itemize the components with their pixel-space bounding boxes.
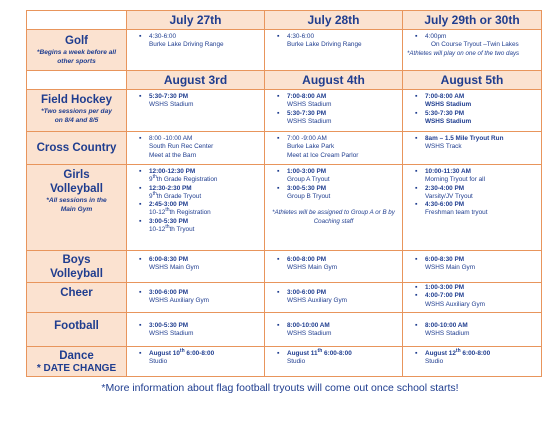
- header-date-5: August 4th: [265, 71, 403, 90]
- boys-volleyball-day-3: [403, 251, 542, 283]
- row-cheer: [27, 283, 542, 313]
- list-item: ▪ 4:00pm On Course Tryout –Twin Lakes: [425, 33, 541, 50]
- sport-note: *Begins a week before all other sports: [36, 49, 117, 65]
- sport-name: Field Hockey: [41, 94, 112, 106]
- list-item: ▪ August 12th 6:00-8:00 Studio: [425, 350, 541, 367]
- cross-country-day-1: [127, 132, 265, 165]
- boys-volleyball-day-2: [265, 251, 403, 283]
- dance-day-1: [127, 347, 265, 377]
- list-item: ▪ 3:00-6:00 PM WSHS Auxiliary Gym: [287, 289, 402, 306]
- field-hockey-day-1: [127, 90, 265, 132]
- sport-name: Boys: [62, 254, 91, 266]
- list-item: ▪ 8:00 -10:00 AM South Run Rec Center Meet at the Barn: [149, 135, 264, 160]
- list-item: ▪ 10:00-11:30 AM Morning Tryout for all: [425, 168, 541, 185]
- sport-name: Football: [54, 320, 99, 332]
- list-item: ▪ 7:00 -9:00 AM Burke Lake Park Meet at Ice Cream Parlor: [287, 135, 402, 160]
- cheer-day-3: [403, 283, 542, 313]
- header-date-3: July 29th or 30th: [403, 11, 542, 30]
- list-item: ▪ 8:00-10:00 AM WSHS Stadium: [425, 322, 541, 339]
- sport-name: Cheer: [60, 287, 93, 299]
- list-item: ▪ 3:00-5:30 PM 10-12thth Tryout: [149, 218, 264, 235]
- cross-country-day-2: [265, 132, 403, 165]
- list-item: ▪ 2:30-4:00 PM Varsity/JV Tryout: [425, 185, 541, 202]
- football-day-3: [403, 313, 542, 347]
- girls-volleyball-day-1: [127, 165, 265, 251]
- golf-note: *Athletes will play on one of the two days: [407, 49, 520, 57]
- list-item: ▪ 6:00-8:30 PM WSHS Main Gym: [425, 256, 541, 273]
- girls-volleyball-day-2: [265, 165, 403, 251]
- list-item: ▪ August 11th 6:00-8:00 Studio: [287, 350, 402, 367]
- row-boys-volleyball: [27, 251, 542, 283]
- header-corner: [27, 11, 127, 30]
- list-item: ▪ 6:00-8:00 PM WSHS Main Gym: [287, 256, 402, 273]
- list-item: ▪ 12:00-12:30 PM 9thth Grade Registration: [149, 168, 264, 185]
- list-item: ▪ 7:00-8:00 AM WSHS Stadium: [425, 93, 541, 110]
- list-item: ▪ August 10th 6:00-8:00 Studio: [149, 350, 264, 367]
- row-field-hockey: [27, 90, 542, 132]
- sport-name-2: Volleyball: [50, 268, 103, 280]
- sport-name: Cross Country: [36, 142, 117, 154]
- list-item: ▪ 2:45-3:00 PM 10-12thth Registration: [149, 201, 264, 218]
- field-hockey-day-2: [265, 90, 403, 132]
- row-dance: [27, 347, 542, 377]
- girls-volleyball-day-3: [403, 165, 542, 251]
- football-day-2: [265, 313, 403, 347]
- list-item: ▪ 1:00-3:00 PM: [425, 284, 541, 292]
- list-item: ▪ 5:30-7:30 PM WSHS Stadium: [287, 110, 402, 127]
- golf-day-3: [403, 30, 542, 71]
- sport-label-cross-country: [27, 132, 127, 165]
- football-day-1: [127, 313, 265, 347]
- header-row-top: [27, 11, 542, 30]
- footer-note: *More information about flag football tryouts will come out once school starts!: [101, 382, 459, 394]
- date-change-note: * DATE CHANGE: [36, 363, 117, 374]
- header-date-6: August 5th: [403, 71, 542, 90]
- sport-label-golf: [27, 30, 127, 71]
- sport-label-girls-volleyball: [27, 165, 127, 251]
- header-date-2: July 28th: [265, 11, 403, 30]
- list-item: ▪ 4:00-7:00 PM WSHS Auxiliary Gym: [425, 292, 541, 309]
- group-assignment-note: *Athletes will be assigned to Group A or B by Coaching staff: [272, 209, 395, 225]
- sport-label-boys-volleyball: [27, 251, 127, 283]
- list-item: ▪ 12:30-2:30 PM 9thth Grade Tryout: [149, 185, 264, 202]
- list-item: ▪ 1:00-3:00 PM Group A Tryout: [287, 168, 402, 185]
- golf-day-2: [265, 30, 403, 71]
- list-item: ▪ 3:00-5:30 PM WSHS Stadium: [149, 322, 264, 339]
- row-golf: [27, 30, 542, 71]
- cross-country-day-3: [403, 132, 542, 165]
- tryout-schedule: [26, 10, 541, 377]
- sport-name: Dance: [59, 350, 94, 362]
- cheer-day-1: [127, 283, 265, 313]
- golf-day-1: [127, 30, 265, 71]
- list-item: ▪ 4:30-6:00 Burke Lake Driving Range: [287, 33, 402, 50]
- header-date-1: July 27th: [127, 11, 265, 30]
- header-row-mid: [27, 71, 542, 90]
- sport-note: *All sessions in the Main Gym: [46, 197, 107, 213]
- sport-name-2: Volleyball: [50, 183, 103, 195]
- list-item: ▪ 3:00-6:00 PM WSHS Auxiliary Gym: [149, 289, 264, 306]
- sport-label-field-hockey: [27, 90, 127, 132]
- row-cross-country: [27, 132, 542, 165]
- list-item: ▪ 8:00-10:00 AM WSHS Stadium: [287, 322, 402, 339]
- sport-label-cheer: [27, 283, 127, 313]
- header-date-4: August 3rd: [127, 71, 265, 90]
- list-item: ▪ 3:00-5:30 PM Group B Tryout: [287, 185, 402, 202]
- dance-day-2: [265, 347, 403, 377]
- list-item: ▪ 5:30-7:30 PM WSHS Stadium: [425, 110, 541, 127]
- list-item: ▪ 4:30-6:00 Burke Lake Driving Range: [149, 33, 264, 50]
- list-item: ▪ 4:30-6:00 PM Freshman team tryout: [425, 201, 541, 218]
- sport-name: Girls: [63, 169, 90, 181]
- list-item: ▪ 7:00-8:00 AM WSHS Stadium: [287, 93, 402, 110]
- sport-note: *Two sessions per day on 8/4 and 8/5: [41, 108, 112, 124]
- dance-day-3: [403, 347, 542, 377]
- row-football: [27, 313, 542, 347]
- field-hockey-day-3: [403, 90, 542, 132]
- header-corner-2: [27, 71, 127, 90]
- list-item: ▪ 8am – 1.5 Mile Tryout Run WSHS Track: [425, 135, 541, 152]
- sport-label-football: [27, 313, 127, 347]
- cheer-day-2: [265, 283, 403, 313]
- sport-name: Golf: [65, 35, 88, 47]
- list-item: ▪ 5:30-7:30 PM WSHS Stadium: [149, 93, 264, 110]
- list-item: ▪ 6:00-8:30 PM WSHS Main Gym: [149, 256, 264, 273]
- boys-volleyball-day-1: [127, 251, 265, 283]
- row-girls-volleyball: [27, 165, 542, 251]
- sport-label-dance: [27, 347, 127, 377]
- schedule-table: [26, 10, 542, 377]
